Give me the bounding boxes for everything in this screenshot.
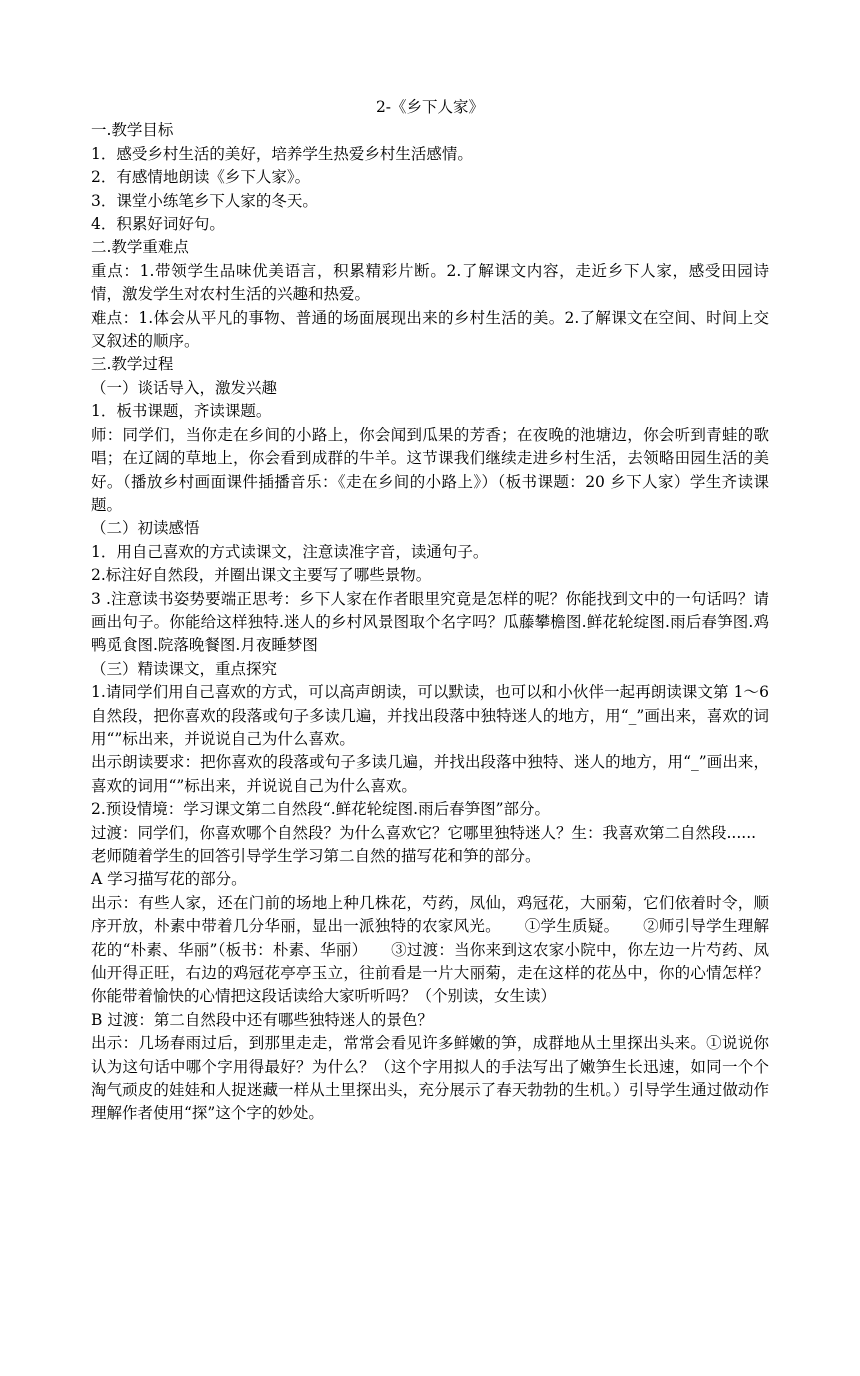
body-paragraph: 1．板书课题，齐读课题。 — [91, 402, 272, 421]
body-paragraph: A 学习描写花的部分。 — [91, 870, 247, 889]
body-paragraph: 师：同学们，当你走在乡间的小路上，你会闻到瓜果的芳香；在夜晚的池塘边，你会听到青蛙的歌唱；在辽阔的草地上，你会看到成群的牛羊。这节课我们继续走进乡村生活，去领略田园生活的美好。（播放乡村画面课件插播音乐：《走在乡间的小路上》）（板书课题：20 乡下人家）学生齐读课题。 — [91, 425, 769, 514]
body-paragraph: 老师随着学生的回答引导学生学习第二自然的描写花和笋的部分。 — [91, 847, 541, 865]
body-paragraph: 出示：几场春雨过后，到那里走走，常常会看见许多鲜嫩的笋，成群地从土里探出头来。①说说你认为这句话中哪个字用得最好？为什么？（这个字用拟人的手法写出了嫩笋生长迅速，如同一个个淘气顽皮的娃娃和人捉迷藏一样从土里探出头，充分展示了春天勃勃的生机。）引导学生通过做动作理解作者使用“探”这个字的妙处。 — [91, 1034, 769, 1123]
doc-title: 2-《乡下人家》 — [375, 98, 485, 116]
subheading-intro: （一）谈话导入，激发兴趣 — [91, 378, 278, 397]
key-points-paragraph: 重点：1.带领学生品味优美语言，积累精彩片断。2.了解课文内容，走近乡下人家，感受田园诗情，激发学生对农村生活的兴趣和热爱。 — [91, 261, 769, 304]
objective-item: 3．课堂小练笔乡下人家的冬天。 — [91, 191, 318, 210]
body-paragraph: 1．用自己喜欢的方式读课文，注意读准字音，读通句子。 — [91, 542, 489, 561]
objective-item: 1．感受乡村生活的美好，培养学生热爱乡村生活感情。 — [91, 144, 473, 163]
heading-process: 三.教学过程 — [91, 355, 174, 374]
body-paragraph: 1.请同学们用自己喜欢的方式，可以高声朗读，可以默读，也可以和小伙伴一起再朗读课文第 1～6 自然段，把你喜欢的段落或句子多读几遍，并找出段落中独特迷人的地方，用“_”画出来，喜欢的词用“”标出来，并说说自己为什么喜欢。 — [91, 683, 769, 748]
body-paragraph: B 过渡：第二自然段中还有哪些独特迷人的景色？ — [91, 1010, 433, 1029]
body-paragraph: 过渡：同学们，你喜欢哪个自然段？为什么喜欢它？它哪里独特迷人？生：我喜欢第二自然段...... — [91, 823, 757, 842]
heading-key-points: 二.教学重难点 — [91, 238, 189, 257]
difficulty-paragraph: 难点：1.体会从平凡的事物、普通的场面展现出来的乡村生活的美。2.了解课文在空间、时间上交叉叙述的顺序。 — [91, 308, 769, 351]
document-page — [91, 96, 769, 1126]
heading-objectives: 一.教学目标 — [91, 121, 174, 140]
body-paragraph: 出示：有些人家，还在门前的场地上种几株花，芍药，凤仙，鸡冠花，大丽菊，它们依着时令，顺序开放，朴素中带着几分华丽，显出一派独特的农家风光。 ①学生质疑。 ②师引导学生理解花的“朴素、华丽”（板书：朴素、华丽） ③过渡：当你来到这农家小院中，你左边一片芍药、凤仙开得正旺，右边的鸡冠花亭亭玉立，往前看是一片大丽菊，走在这样的花丛中，你的心情怎样？你能带着愉快的心情把这段话读给大家听听吗？（个别读，女生读） — [91, 893, 769, 1006]
body-paragraph: 2.标注好自然段，并圈出课文主要写了哪些景物。 — [91, 566, 432, 585]
objective-item: 2．有感情地朗读《乡下人家》。 — [91, 168, 311, 187]
body-paragraph: 出示朗读要求：把你喜欢的段落或句子多读几遍，并找出段落中独特、迷人的地方，用“_”画出来，喜欢的词用“”标出来，并说说自己为什么喜欢。 — [91, 753, 769, 795]
subheading-first-reading: （二）初读感悟 — [91, 519, 200, 538]
objective-item: 4．积累好词好句。 — [91, 215, 225, 234]
body-paragraph: 2.预设情境：学习课文第二自然段“.鲜花轮绽图.雨后春笋图”部分。 — [91, 800, 550, 819]
body-paragraph: 3 .注意读书姿势要端正思考：乡下人家在作者眼里究竟是怎样的呢？你能找到文中的一句话吗？请画出句子。你能给这样独特.迷人的乡村风景图取个名字吗？瓜藤攀檐图.鲜花轮绽图.雨后春笋图.鸡鸭觅食图.院落晚餐图.月夜睡梦图 — [91, 589, 769, 655]
subheading-close-reading: （三）精读课文，重点探究 — [91, 659, 278, 678]
